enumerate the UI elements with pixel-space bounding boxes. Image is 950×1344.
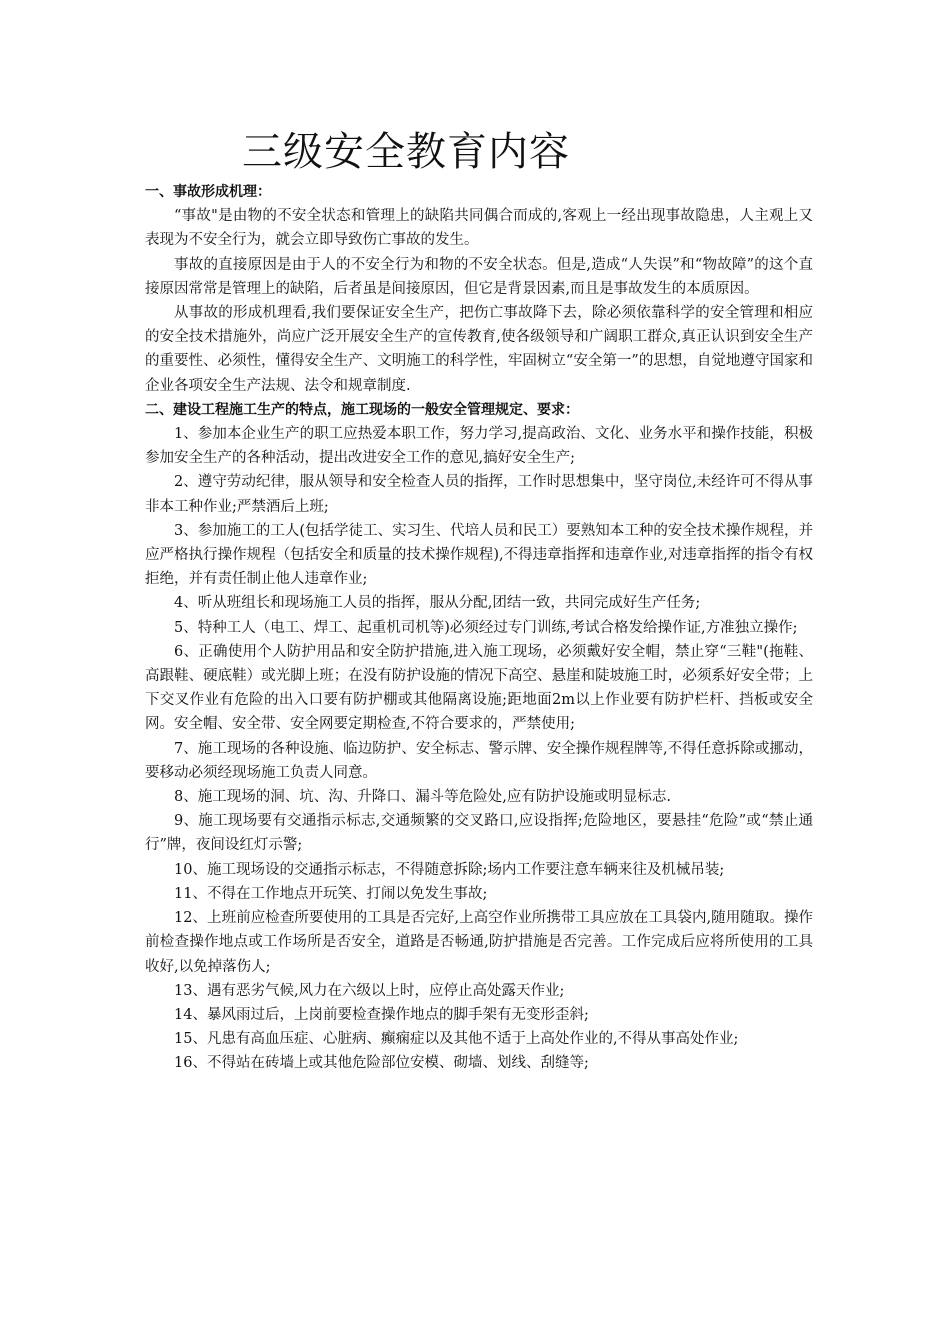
rule-item-9: 9、施工现场要有交通指示标志,交通频繁的交叉路口,应设指挥;危险地区，要悬挂“危险”或“禁止通行”牌，夜间设红灯示警;: [145, 813, 813, 854]
paragraph: 从事故的形成机理看,我们要保证安全生产，把伤亡事故降下去，除必须依靠科学的安全管理和相应的安全技术措施外，尚应广泛开展安全生产的宣传教育,使各级领导和广阔职工群众,真正认识到安全生产的重要性、必须性，懂得安全生产、文明施工的科学性，牢固树立“安全第一”的思想，自觉地遵守国家和企业各项安全生产法规、法令和规章制度.: [145, 305, 813, 394]
document-body: [145, 180, 813, 1076]
section-heading-1: 一、事故形成机理：: [145, 184, 271, 200]
rule-item-7: 7、施工现场的各种设施、临边防护、安全标志、警示牌、安全操作规程牌等,不得任意拆除或挪动，要移动必须经现场施工负责人同意。: [145, 740, 813, 781]
rule-item-16: 16、不得站在砖墙上或其他危险部位安模、砌墙、划线、刮缝等;: [174, 1055, 589, 1072]
section-heading-2: 二、建设工程施工生产的特点，施工现场的一般安全管理规定、要求：: [145, 401, 579, 418]
rule-item-4: 4、听从班组长和现场施工人员的指挥，服从分配,团结一致，共同完成好生产任务;: [174, 595, 701, 612]
rule-item-1: 1、参加本企业生产的职工应热爱本职工作，努力学习,提高政治、文化、业务水平和操作技能，积极参加安全生产的各种活动，提出改进安全工作的意见,搞好安全生产;: [145, 426, 813, 467]
document-title: 三级安全教育内容: [242, 129, 570, 175]
rule-item-13: 13、遇有恶劣气候,风力在六级以上时，应停止高处露天作业;: [174, 982, 565, 999]
paragraph: 事故的直接原因是由于人的不安全行为和物的不安全状态。但是,造成“人失误”和“物故障”的这个直接原因常常是管理上的缺陷，后者虽是间接原因，但它是背景因素,而且是事故发生的本质原因。: [145, 256, 813, 297]
rule-item-14: 14、暴风雨过后，上岗前要检查操作地点的脚手架有无变形歪斜;: [174, 1006, 589, 1023]
rule-item-6: 6、正确使用个人防护用品和安全防护措施,进入施工现场，必须戴好安全帽，禁止穿“三鞋"(拖鞋、高跟鞋、硬底鞋）或光脚上班；在没有防护设施的情况下高空、悬崖和陡坡施工时，必须系好安全带；上下交叉作业有危险的出入口要有防护棚或其他隔离设施;距地面2m以上作业要有防护栏杆、挡板或安全网。安全帽、安全带、安全网要定期检查,不符合要求的，严禁使用;: [145, 643, 813, 733]
rule-item-8: 8、施工现场的洞、坑、沟、升降口、漏斗等危险处,应有防护设施或明显标志.: [174, 789, 671, 806]
rule-item-15: 15、凡患有高血压症、心脏病、癫痫症以及其他不适于上高处作业的,不得从事高处作业;: [174, 1031, 739, 1048]
rule-item-2: 2、遵守劳动纪律，服从领导和安全检查人员的指挥，工作时思想集中，坚守岗位,未经许可不得从事非本工种作业;严禁酒后上班;: [145, 474, 813, 515]
rule-item-5: 5、特种工人（电工、焊工、起重机司机等)必须经过专门训练,考试合格发给操作证,方准独立操作;: [174, 619, 798, 636]
paragraph: “事故"是由物的不安全状态和管理上的缺陷共同偶合而成的,客观上一经出现事故隐患，人主观上又表现为不安全行为，就会立即导致伤亡事故的发生。: [145, 208, 813, 249]
rule-item-10: 10、施工现场设的交通指示标志，不得随意拆除;场内工作要注意车辆来往及机械吊装;: [174, 861, 725, 878]
rule-item-12: 12、上班前应检查所要使用的工具是否完好,上高空作业所携带工具应放在工具袋内,随用随取。操作前检查操作地点或工作场所是否安全，道路是否畅通,防护措施是否完善。工作完成后应将所使用的工具收好,以免掉落伤人;: [145, 910, 813, 975]
rule-item-3: 3、参加施工的工人(包括学徒工、实习生、代培人员和民工）要熟知本工种的安全技术操作规程，并应严格执行操作规程（包括安全和质量的技术操作规程),不得违章指挥和违章作业,对违章指挥的指令有权拒绝，并有责任制止他人违章作业;: [145, 522, 813, 588]
rule-item-11: 11、不得在工作地点开玩笑、打闹以免发生事故;: [174, 885, 488, 902]
